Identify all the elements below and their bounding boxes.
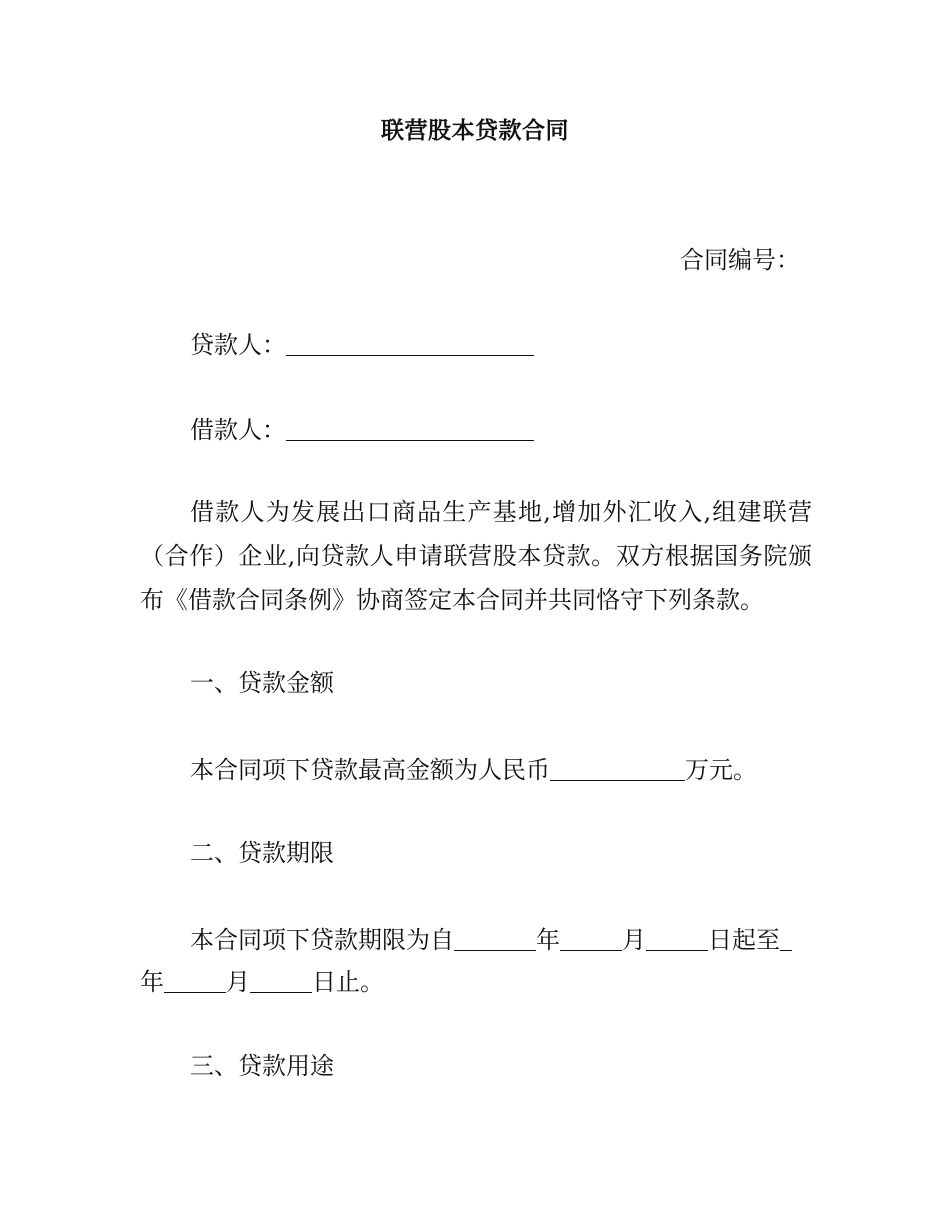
lender-label: 贷款人： <box>190 331 286 359</box>
start-month-label: 月 <box>622 926 646 954</box>
end-year-blank[interactable] <box>780 928 792 951</box>
borrower-blank[interactable] <box>286 418 534 441</box>
section-2-term-line-2 <box>140 962 384 997</box>
start-year-label: 年 <box>536 926 560 954</box>
end-year-label: 年 <box>140 968 164 996</box>
section-3-heading: 三、贷款用途 <box>190 1052 334 1080</box>
loan-amount-blank[interactable] <box>550 758 685 781</box>
section-1-text-after: 万元。 <box>685 756 757 784</box>
section-1-text-before: 本合同项下贷款最高金额为人民币 <box>190 756 550 784</box>
start-day-label: 日起至 <box>708 926 780 954</box>
contract-number-label: 合同编号： <box>680 246 800 274</box>
intro-paragraph: 借款人为发展出口商品生产基地,增加外汇收入,组建联营（合作）企业,向贷款人申请联营股本贷款。双方根据国务院颁布《借款合同条例》协商签定本合同并共同恪守下列条款。 <box>140 498 812 614</box>
end-day-label: 日止。 <box>312 968 384 996</box>
section-1-heading: 一、贷款金额 <box>190 669 334 697</box>
start-year-blank[interactable] <box>454 928 536 951</box>
borrower-line <box>190 410 534 445</box>
lender-blank[interactable] <box>286 333 534 356</box>
end-day-blank[interactable] <box>250 970 312 993</box>
start-day-blank[interactable] <box>646 928 708 951</box>
document-title: 联营股本贷款合同 <box>381 117 569 144</box>
end-month-label: 月 <box>226 968 250 996</box>
borrower-label: 借款人： <box>190 416 286 444</box>
section-1-amount-line <box>190 750 757 785</box>
section-2-term-line-1 <box>190 920 792 955</box>
section-2-text-1: 本合同项下贷款期限为自 <box>190 926 454 954</box>
lender-line <box>190 325 534 360</box>
start-month-blank[interactable] <box>560 928 622 951</box>
section-2-heading: 二、贷款期限 <box>190 839 334 867</box>
end-month-blank[interactable] <box>164 970 226 993</box>
